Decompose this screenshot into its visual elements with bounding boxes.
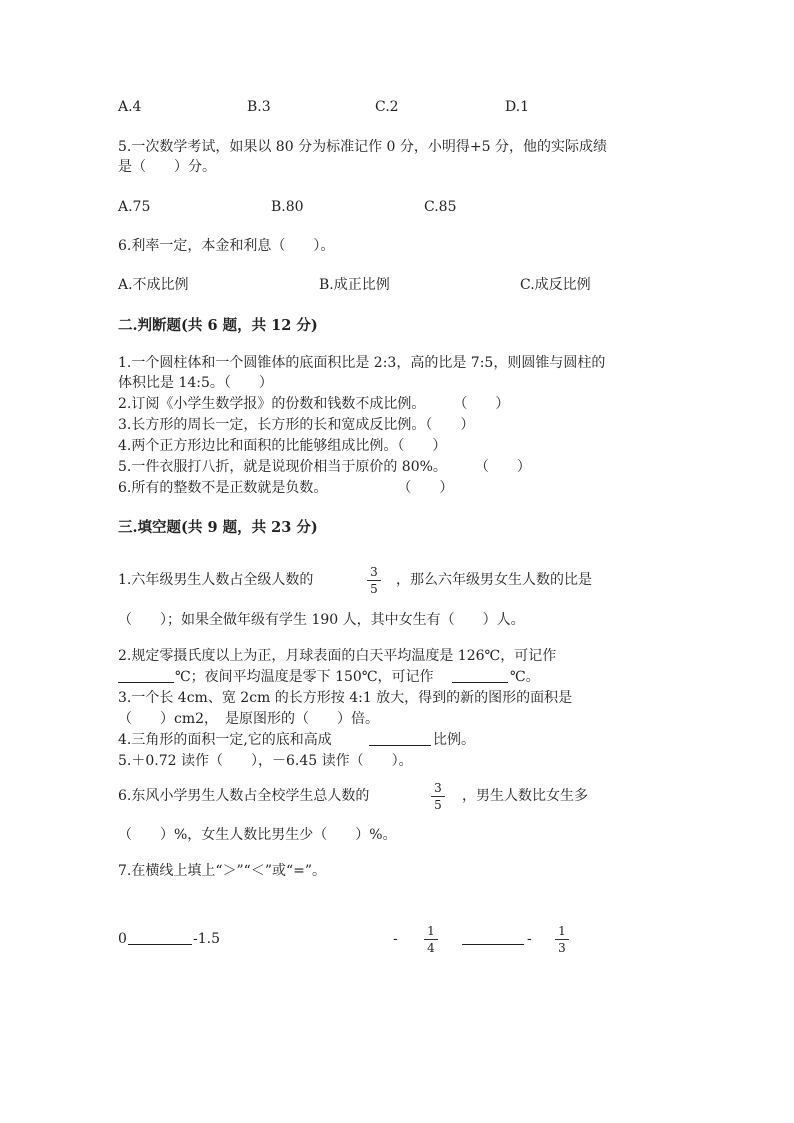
q4-option-a: A.4	[118, 99, 142, 115]
compare-f1-num: 1	[427, 924, 435, 938]
fill-q6-frac-num: 3	[434, 781, 442, 795]
q4-option-d: D.1	[505, 99, 530, 115]
compare-neg-1: -	[393, 931, 398, 947]
fill-q4-blank[interactable]	[369, 731, 431, 746]
fraction-bar	[367, 580, 381, 581]
compare-f2-num: 1	[558, 924, 566, 938]
fill-q1-frac-num: 3	[370, 565, 378, 579]
fraction-bar	[424, 939, 438, 940]
fill-q1-after: ，那么六年级男女生人数的比是	[396, 572, 592, 588]
judge-item-5: 5.一件衣服打八折，就是说现价相当于原价的 80%。 （ ）	[118, 459, 531, 475]
compare-left-a: 0	[118, 931, 127, 947]
q6-option-b: B.成正比例	[319, 277, 390, 293]
q6-option-a: A.不成比例	[118, 277, 189, 293]
fill-q1-line2: （ ）；如果全做年级有学生 190 人，其中女生有（ ）人。	[118, 612, 525, 628]
judge-item-4: 4.两个正方形边比和面积的比能够组成比例。（ ）	[118, 438, 447, 454]
section2-title: 二.判断题(共 6 题，共 12 分)	[118, 317, 318, 334]
fill-q1-fraction	[366, 565, 382, 596]
fill-q1-frac-den: 5	[370, 582, 378, 596]
fill-q2-line1: 2.规定零摄氏度以上为正，月球表面的白天平均温度是 126℃，可记作	[118, 648, 557, 664]
fill-q4-before: 4.三角形的面积一定,它的底和高成	[118, 732, 332, 748]
fill-q2-line2a: ℃；夜间平均温度是零下 150℃，可记作	[175, 669, 434, 685]
compare-f2-den: 3	[558, 941, 566, 955]
compare-blank-2[interactable]	[462, 930, 524, 945]
fill-q1-before: 1.六年级男生人数占全级人数的	[118, 572, 314, 588]
compare-f1-den: 4	[427, 941, 435, 955]
fill-q5-text: 5.＋0.72 读作（ ），－6.45 读作（ ）。	[118, 753, 413, 769]
q5-option-b: B.80	[271, 199, 304, 215]
compare-neg-2: -	[527, 931, 532, 947]
fill-q6-before: 6.东风小学男生人数占全校学生总人数的	[118, 788, 370, 804]
q5-text-line2: 是（ ）分。	[118, 159, 216, 175]
judge-item-1a: 1.一个圆柱体和一个圆锥体的底面积比是 2:3，高的比是 7:5，则圆锥与圆柱的	[118, 355, 606, 371]
q5-text-line1: 5.一次数学考试，如果以 80 分为标准记作 0 分，小明得+5 分，他的实际成绩	[118, 139, 607, 155]
compare-fraction-1	[423, 924, 439, 955]
q6-option-c: C.成反比例	[520, 277, 591, 293]
judge-item-2: 2.订阅《小学生数学报》的份数和钱数不成比例。 （ ）	[118, 396, 510, 412]
judge-item-6: 6.所有的整数不是正数就是负数。 （ ）	[118, 480, 454, 496]
q5-option-a: A.75	[118, 199, 151, 215]
fill-q6-after: ，男生人数比女生多	[462, 788, 588, 804]
fill-q3-line2: （ ）cm2， 是原图形的（ ）倍。	[118, 711, 380, 727]
q4-option-b: B.3	[247, 99, 271, 115]
fill-q3-line1: 3.一个长 4cm、宽 2cm 的长方形按 4:1 放大，得到的新的图形的面积是	[118, 690, 573, 706]
compare-fraction-2	[554, 924, 570, 955]
compare-blank-1[interactable]	[128, 930, 192, 945]
fill-q7-text: 7.在横线上填上“＞”“＜”或“=”。	[118, 863, 327, 879]
compare-left-b: -1.5	[193, 931, 220, 947]
q4-option-c: C.2	[375, 99, 399, 115]
fill-q2-blank-2[interactable]	[452, 668, 508, 683]
fill-q6-line2: （ ）%，女生人数比男生少（ ）%。	[118, 827, 397, 843]
fill-q2-blank-1[interactable]	[118, 668, 174, 683]
fill-q6-fraction	[430, 781, 446, 812]
judge-item-1b: 体积比是 14:5。（ ）	[118, 375, 273, 391]
fraction-bar	[431, 796, 445, 797]
fill-q6-frac-den: 5	[434, 798, 442, 812]
section3-title: 三.填空题(共 9 题，共 23 分)	[118, 519, 318, 536]
fraction-bar	[555, 939, 569, 940]
fill-q4-after: 比例。	[433, 732, 475, 748]
q5-option-c: C.85	[424, 199, 457, 215]
judge-item-3: 3.长方形的周长一定，长方形的长和宽成反比例。（ ）	[118, 417, 475, 433]
q6-text: 6.利率一定，本金和利息（ ）。	[118, 238, 335, 254]
fill-q2-line2b: ℃。	[510, 669, 540, 685]
